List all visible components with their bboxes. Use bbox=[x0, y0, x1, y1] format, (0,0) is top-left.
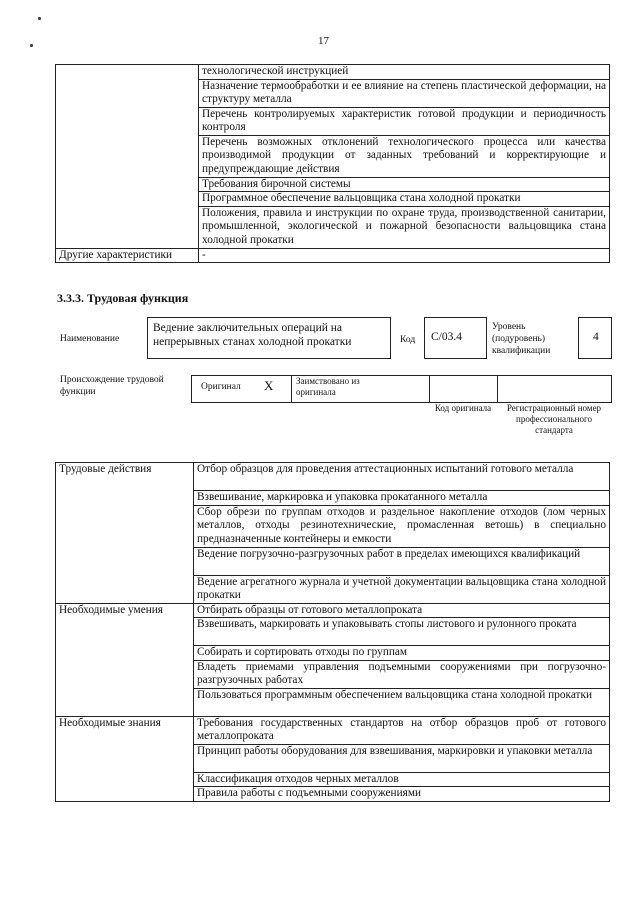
table-row: Требования бирочной системы bbox=[199, 177, 610, 192]
origin-divider bbox=[429, 375, 430, 402]
table-row: Ведение погрузочно-разгрузочных работ в пределах имеющихся квалификаций bbox=[194, 547, 610, 575]
page-number: 17 bbox=[318, 35, 329, 47]
other-characteristics-label: Другие характеристики bbox=[56, 248, 199, 263]
table-row: Собирать и сортировать отходы по группам bbox=[194, 646, 610, 661]
origin-label: Происхождение трудовой функции bbox=[60, 375, 164, 397]
table-row: Принцип работы оборудования для взвешивания, маркировки и упаковки металла bbox=[194, 744, 610, 772]
table-row: Взвешивание, маркировка и упаковка прокатанного металла bbox=[194, 491, 610, 506]
function-name: Ведение заключительных операций на непрерывных станах холодной прокатки bbox=[153, 322, 352, 348]
table-row: Положения, правила и инструкции по охране труда, производственной санитарии, промышленной, экологической и пожарной безопасности вальцовщика стана холодной прокатки bbox=[199, 206, 610, 248]
group-label-knowledge: Необходимые знания bbox=[56, 716, 194, 801]
origin-divider bbox=[291, 375, 292, 402]
labor-function-table bbox=[55, 462, 610, 802]
other-characteristics-value: - bbox=[199, 248, 610, 263]
function-name-box bbox=[147, 317, 391, 359]
table-row: Назначение термообработки и ее влияние на степень пластической деформации, на структуру металла bbox=[199, 79, 610, 107]
name-label: Наименование bbox=[60, 334, 120, 344]
table-row: Перечень возможных отклонений технологического процесса или качества производимой продукции от заданных требований и корректирующие и предупреждающие действия bbox=[199, 135, 610, 177]
table-row: Правила работы с подъемными сооружениями bbox=[194, 787, 610, 802]
caption-code-original: Код оригинала bbox=[434, 403, 492, 413]
level-value: 4 bbox=[593, 331, 599, 343]
section-title: 3.3.3. Трудовая функция bbox=[57, 291, 189, 305]
function-code-box bbox=[424, 317, 487, 359]
table-row: Пользоваться программным обеспечением вальцовщика стана холодной прокатки bbox=[194, 688, 610, 716]
group-label-actions: Трудовые действия bbox=[56, 463, 194, 604]
table-row: технологической инструкцией bbox=[199, 65, 610, 80]
original-mark: X bbox=[264, 378, 274, 393]
scan-mark bbox=[38, 17, 41, 20]
label-cell-empty bbox=[56, 65, 199, 249]
function-code: C/03.4 bbox=[431, 331, 462, 343]
origin-row bbox=[191, 375, 612, 403]
table-row: Программное обеспечение вальцовщика стана холодной прокатки bbox=[199, 192, 610, 207]
table-row: Отбор образцов для проведения аттестационных испытаний готового металла bbox=[194, 463, 610, 491]
borrowed-label: Заимствовано из оригинала bbox=[296, 376, 360, 397]
table-row: Взвешивать, маркировать и упаковывать стопы листового и рулонного проката bbox=[194, 618, 610, 646]
table-row: Владеть приемами управления подъемными сооружениями при погрузочно-разгрузочных работах bbox=[194, 660, 610, 688]
table-row: Сбор обрези по группам отходов и раздельное накопление отходов (лом черных металлов, отходы резинотехнические, промасленная ветошь) в специально предназначенные контейнеры и емкости bbox=[194, 505, 610, 547]
table-row: Перечень контролируемых характеристик готовой продукции и периодичность контроля bbox=[199, 107, 610, 135]
original-label: Оригинал bbox=[201, 382, 241, 392]
knowledge-table-continued bbox=[55, 64, 610, 263]
table-row: Требования государственных стандартов на отбор образцов проб от готового металлопроката bbox=[194, 716, 610, 744]
caption-registration-number: Регистрационный номер профессионального стандарта bbox=[506, 403, 602, 435]
level-label: Уровень (подуровень) квалификации bbox=[492, 322, 551, 356]
group-label-skills: Необходимые умения bbox=[56, 603, 194, 716]
level-box bbox=[578, 317, 612, 359]
scan-mark bbox=[30, 44, 33, 47]
table-row: Отбирать образцы от готового металлопроката bbox=[194, 603, 610, 618]
table-row: Ведение агрегатного журнала и учетной документации вальцовщика стана холодной прокатки bbox=[194, 575, 610, 603]
origin-divider bbox=[497, 375, 498, 402]
table-row: Классификация отходов черных металлов bbox=[194, 772, 610, 787]
code-label: Код bbox=[400, 335, 416, 345]
